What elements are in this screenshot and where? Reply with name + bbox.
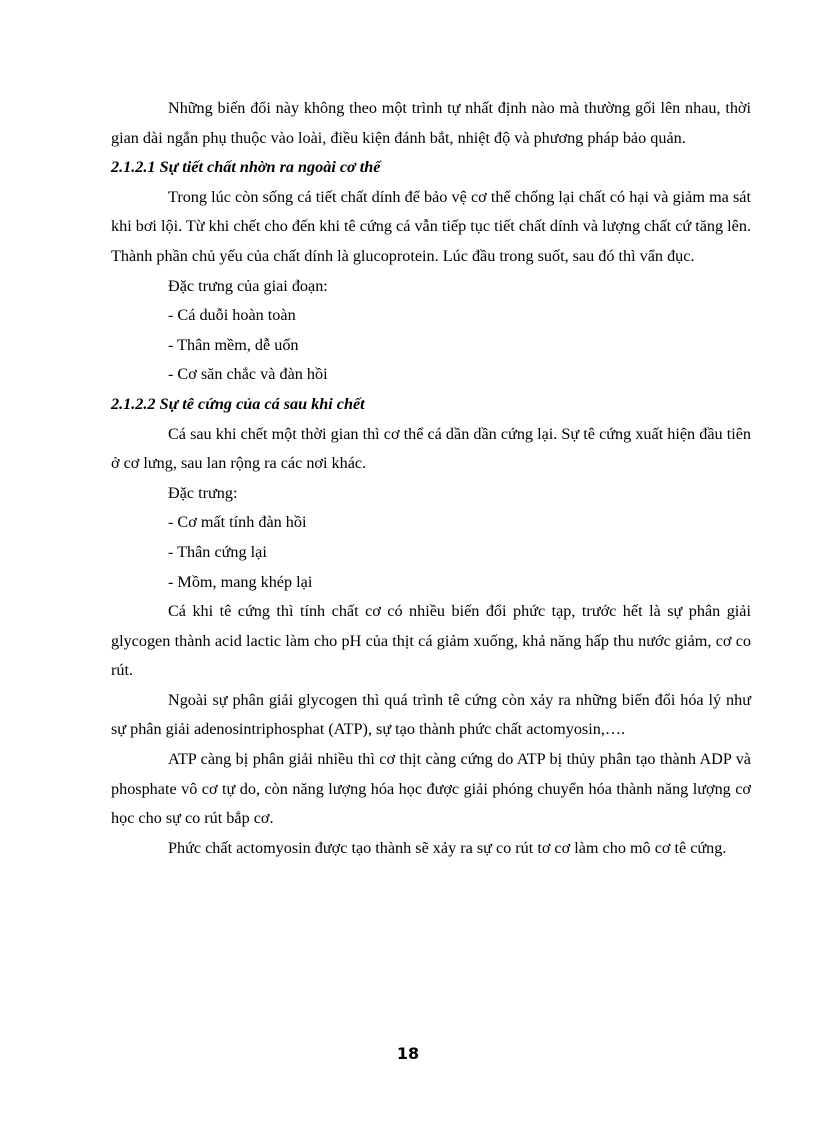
paragraph-actomyosin: Phức chất actomyosin được tạo thành sẽ xảy ra sự co rút tơ cơ làm cho mô cơ tê cứng. [168, 838, 727, 857]
paragraph-mucus-secretion: Trong lúc còn sống cá tiết chất dính để bảo vệ cơ thể chống lại chất có hại và giảm ma sát khi bơi lội. Từ khi chết cho đến khi tê cứng cá vẫn tiếp tục tiết chất dính và lượng chất cứ tăng lên. Thành phần chủ yếu của chất dính là glucoprotein. Lúc đầu trong suốt, sau đó thì vẩn đục. [111, 187, 751, 265]
list-item: - Cơ mất tính đàn hồi [168, 513, 307, 532]
paragraph-glycogen: Ngoài sự phân giải glycogen thì quá trình tê cứng còn xảy ra những biến đổi hóa lý như sự phân giải adenosintriphosphat (ATP), sự tạo thành phức chất actomyosin,…. [111, 690, 751, 739]
list-title-features: Đặc trưng: [168, 483, 238, 502]
paragraph-rigor-intro: Cá sau khi chết một thời gian thì cơ thể cá dần dần cứng lại. Sự tê cứng xuất hiện đầu tiên ở cơ lưng, sau lan rộng ra các nơi khác. [111, 424, 751, 473]
page-number: 18 [396, 1044, 420, 1063]
list-item: - Thân cứng lại [168, 542, 267, 561]
list-item: - Cơ săn chắc và đàn hồi [168, 365, 328, 384]
paragraph-intro: Những biến đổi này không theo một trình tự nhất định nào mà thường gối lên nhau, thời gian dài ngắn phụ thuộc vào loài, điều kiện đánh bắt, nhiệt độ và phương pháp bảo quản. [111, 99, 751, 147]
section-heading-2-1-2-2: 2.1.2.2 Sự tê cứng của cá sau khi chết [111, 394, 365, 413]
list-title-stage-features: Đặc trưng của giai đoạn: [168, 276, 328, 295]
list-item: - Cá duỗi hoàn toàn [168, 306, 296, 325]
list-item: - Thân mềm, dễ uốn [168, 335, 299, 354]
paragraph-rigor-changes: Cá khi tê cứng thì tính chất cơ có nhiều biến đổi phức tạp, trước hết là sự phân giải glycogen thành acid lactic làm cho pH của thịt cá giảm xuống, khả năng hấp thu nước giảm, cơ co rút. [111, 602, 751, 680]
list-item: - Mồm, mang khép lại [168, 572, 313, 591]
paragraph-atp: ATP càng bị phân giải nhiều thì cơ thịt càng cứng do ATP bị thủy phân tạo thành ADP và phosphate vô cơ tự do, còn năng lượng hóa học được giải phóng chuyển hóa thành năng lượng cơ học cho sự co rút bắp cơ. [111, 750, 751, 828]
section-heading-2-1-2-1: 2.1.2.1 Sự tiết chất nhờn ra ngoài cơ thể [111, 158, 381, 177]
document-body [111, 94, 751, 863]
